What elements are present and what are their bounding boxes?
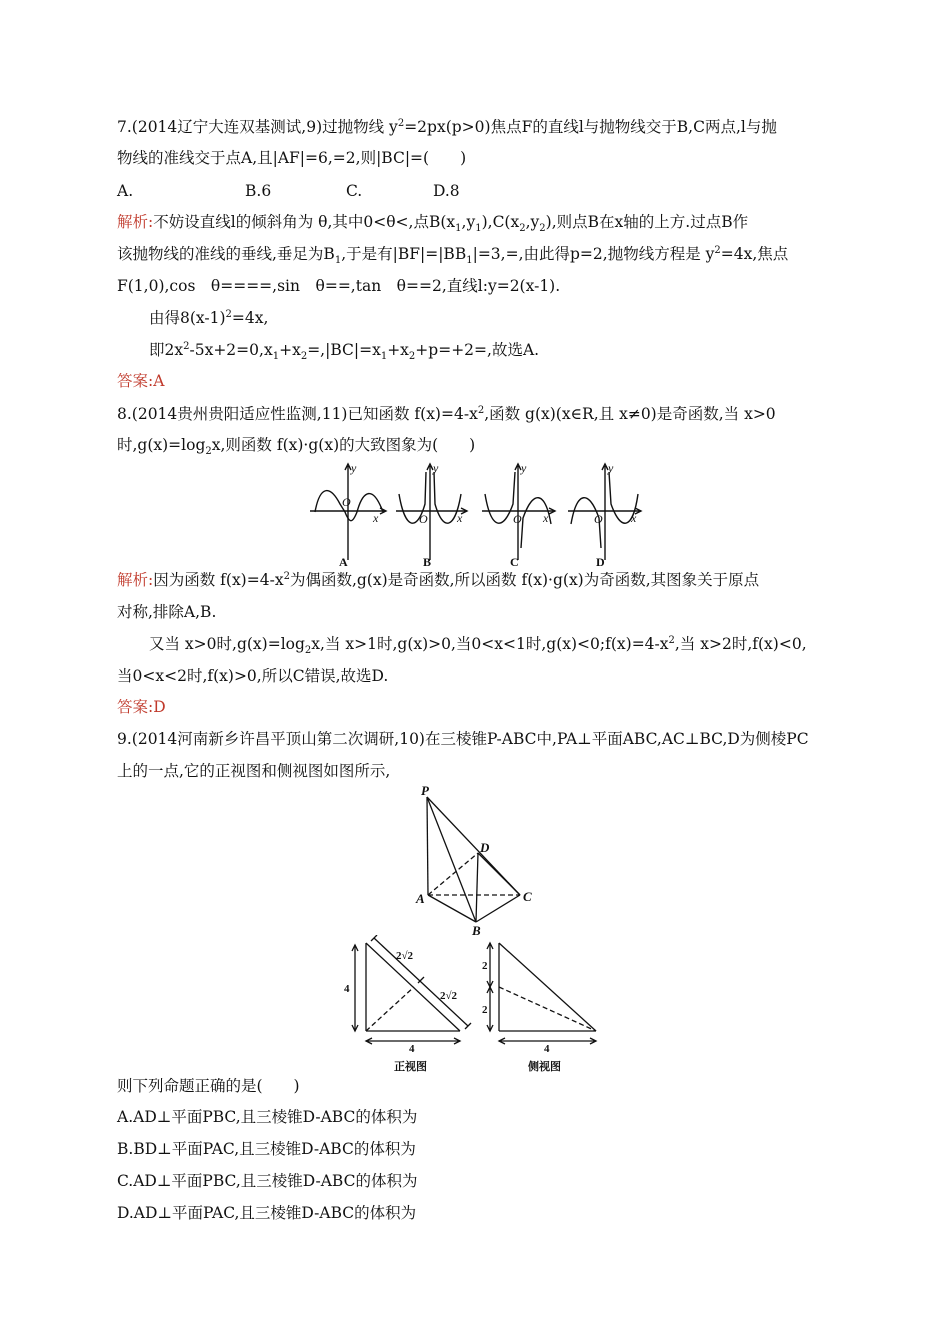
axis-x-b: x (457, 511, 463, 525)
origin-b: O (419, 512, 428, 526)
q8-solution-line2: 对称,排除A,B. (117, 603, 217, 621)
axis-y-d: y (608, 461, 614, 475)
solution-label: 解析: (117, 571, 154, 589)
q7-solution-line4: 由得$8(x-1)^2=4x$, (149, 308, 269, 327)
q7-option-d: D.8 (433, 182, 460, 200)
front-width-label: 4 (409, 1043, 415, 1055)
q7-option-b: B.6 (245, 182, 272, 200)
point-b: B (472, 923, 481, 937)
solution-label: 解析: (117, 213, 154, 231)
graph-label-a: A (339, 555, 348, 569)
origin-d: O (594, 512, 603, 526)
q9-prompt: 则下列命题正确的是( ) (117, 1077, 300, 1095)
q9-front-view (344, 935, 474, 1075)
q9-side-view (480, 935, 605, 1075)
q7-line2: 物线的准线交于点A,且|AF|=6,=2,则|BC|=( ) (117, 149, 467, 167)
q8-answer: 答案:D (117, 698, 166, 716)
q8-line2: 时$,g(x)=\log_2x$,则函数 f(x)·g(x)的大致图象为( ) (117, 436, 476, 458)
q7-solution-line2: 该抛物线的准线的垂线,垂足为$B_1$,于是有$|BF|=|BB_1|=3,=$,由此得p=2,抛物线方程是 $y^2=4x$,焦点 (117, 244, 789, 267)
side-width-label: 4 (544, 1043, 550, 1055)
q9-option-c: C.AD⊥平面PBC,且三棱锥D-ABC的体积为 (117, 1172, 418, 1190)
q7-solution-line1: 解析:不妨设直线l的倾斜角为 θ,其中0<θ<,点$B(x_1,y_1),C(x_2,y_2)$,则点B在x轴的上方.过点B作 (117, 213, 749, 235)
q8-solution-line1: 解析:因为函数 $f(x)=4-x^2$为偶函数,g(x)是奇函数,所以函数 f(x)·g(x)为奇函数,其图象关于原点 (117, 570, 760, 589)
graph-label-d: D (596, 555, 605, 569)
q9-pyramid-figure (412, 785, 540, 937)
side-height2-label: 2 (482, 1004, 488, 1016)
q9-line1: 9.(2014河南新乡许昌平顶山第二次调研,10)在三棱锥P-ABC中,PA⊥平面ABC,AC⊥BC,D为侧棱PC (117, 730, 809, 748)
q8-solution-line3: 又当 x>0时$,g(x)=\log_2x$,当 x>1时,g(x)>0,当0<x<1时$,g(x)<0;f(x)=4-x^2$,当 x>2时,f(x)<0, (149, 634, 807, 657)
origin-c: O (513, 512, 522, 526)
q7-solution-line5: 即$2x^2-5x+2=0,x_1+x_2=,|BC|=x_1+x_2+p=+2=$,故选A. (149, 340, 540, 363)
side-height1-label: 2 (482, 960, 488, 972)
q8-solution-line4: 当0<x<2时,f(x)>0,所以C错误,故选D. (117, 667, 389, 685)
point-d: D (480, 840, 490, 855)
q9-option-d: D.AD⊥平面PAC,且三棱锥D-ABC的体积为 (117, 1204, 417, 1222)
q7-line1: 7.(2014辽宁大连双基测试,9)过抛物线 $y^2=2px(p>0)$焦点F的直线l与抛物线交于B,C两点,l与抛 (117, 117, 777, 136)
point-c: C (523, 889, 532, 904)
front-height-label: 4 (344, 983, 350, 995)
q9-line2: 上的一点,它的正视图和侧视图如图所示, (117, 762, 391, 780)
axis-y-a: y (351, 461, 357, 475)
q7-answer: 答案:A (117, 372, 165, 390)
front-seg2-label: 2√2 (440, 990, 458, 1002)
front-seg1-label: 2√2 (396, 950, 414, 962)
graph-label-c: C (510, 555, 519, 569)
q8-graphs (305, 460, 650, 570)
point-p: P (421, 785, 429, 798)
axis-y-b: y (433, 461, 439, 475)
axis-y-c: y (521, 461, 527, 475)
q8-line1: 8.(2014贵州贵阳适应性监测,11)已知函数 $f(x)=4-x^2$,函数 g(x)(x∈R,且 x≠0)是奇函数,当 x>0 (117, 404, 776, 423)
q7-solution-line3: F(1,0),cos θ====,sin θ==,tan θ==2,直线l:y=2(x-1). (117, 277, 561, 295)
q9-option-a: A.AD⊥平面PBC,且三棱锥D-ABC的体积为 (117, 1108, 418, 1126)
q7-option-c: C. (346, 182, 363, 200)
origin-a: O (342, 495, 351, 509)
front-view-caption: 正视图 (394, 1061, 427, 1073)
axis-x-c: x (543, 511, 549, 525)
graph-label-b: B (423, 555, 432, 569)
axis-x-a: x (373, 511, 379, 525)
q7-option-a: A. (117, 182, 134, 200)
side-view-caption: 侧视图 (528, 1061, 561, 1073)
q9-option-b: B.BD⊥平面PAC,且三棱锥D-ABC的体积为 (117, 1140, 416, 1158)
point-a: A (416, 891, 425, 906)
axis-x-d: x (631, 511, 637, 525)
